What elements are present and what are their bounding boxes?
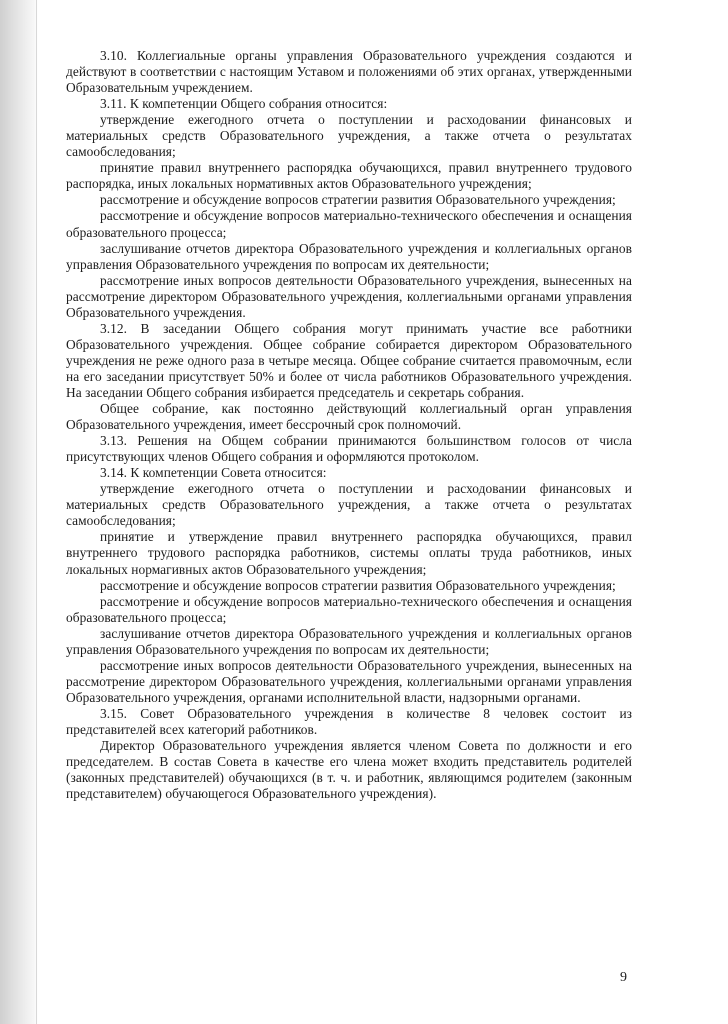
- paragraph-assembly-item-strategy: рассмотрение и обсуждение вопросов стратегии развития Образовательного учреждения;: [100, 192, 616, 208]
- paragraph-council-item-report: утверждение ежегодного отчета о поступлении и расходовании финансовых и материальных средств Образовательного учреждения, а также отчета о результатах самообследования;: [66, 481, 632, 529]
- page-number: 9: [620, 970, 627, 985]
- paragraph-council-chair: Директор Образовательного учреждения является членом Совета по должности и его председателем. В состав Совета в качестве его члена может входить представитель родителей (законных представителей) обучающихся (в т. ч. и работник, являющимся родителем (законным представителем) обучающегося Образовательного учреждения).: [66, 738, 632, 802]
- paragraph-council-item-equipment: рассмотрение и обсуждение вопросов материально-технического обеспечения и оснащения образовательного процесса;: [66, 593, 632, 625]
- paragraph-assembly-item-other: рассмотрение иных вопросов деятельности Образовательного учреждения, вынесенных на рассмотрение директором Образовательного учреждения, коллегиальными органами управления Образовательного учреждения.: [66, 272, 632, 320]
- paragraph-assembly-item-reports-hearing: заслушивание отчетов директора Образовательного учреждения и коллегиальных органов управления Образовательного учреждения по вопросам их деятельности;: [66, 240, 632, 272]
- scan-shadow-edge: [0, 0, 38, 1024]
- document-page-body: [66, 48, 632, 802]
- scan-edge-line: [36, 0, 37, 1024]
- paragraph-council-item-other: рассмотрение иных вопросов деятельности Образовательного учреждения, вынесенных на рассмотрение директором Образовательного учреждения, коллегиальными органами управления Образовательного учреждения, органами исполнительной власти, надзорными органами.: [66, 657, 632, 705]
- paragraph-assembly-item-report: утверждение ежегодного отчета о поступлении и расходовании финансовых и материальных средств Образовательного учреждения, а также отчета о результатах самообследования;: [66, 112, 632, 160]
- paragraph-assembly-term: Общее собрание, как постоянно действующий коллегиальный орган управления Образовательного учреждения, имеет бессрочный срок полномочий.: [66, 401, 632, 433]
- paragraph-3-12: 3.12. В заседании Общего собрания могут принимать участие все работники Образовательного учреждения. Общее собрание собирается директором Образовательного учреждения не реже одного раза в четыре месяца. Общее собрание считается правомочным, если на его заседании присутствует 50% и более от числа работников Образовательного учреждения. На заседании Общего собрания избирается председатель и секретарь собрания.: [66, 320, 632, 400]
- paragraph-council-item-reports-hearing: заслушивание отчетов директора Образовательного учреждения и коллегиальных органов управления Образовательного учреждения по вопросам их деятельности;: [66, 625, 632, 657]
- paragraph-council-item-rules: принятие и утверждение правил внутреннего распорядка обучающихся, правил внутреннего трудового распорядка работников, системы оплаты труда работников, иных локальных нормагивных актов Образовательного учреждения;: [66, 529, 632, 577]
- paragraph-assembly-item-rules: принятие правил внутреннего распорядка обучающихся, правил внутреннего трудового распорядка, иных локальных нормативных актов Образовательного учреждения;: [66, 160, 632, 192]
- paragraph-3-14-heading: 3.14. К компетенции Совета относится:: [100, 465, 327, 481]
- paragraph-assembly-item-equipment: рассмотрение и обсуждение вопросов материально-технического обеспечения и оснащения образовательного процесса;: [66, 208, 632, 240]
- paragraph-3-10: 3.10. Коллегиальные органы управления Образовательного учреждения создаются и действуют в соответствии с настоящим Уставом и положениями об этих органах, утвержденными Образовательным учреждением.: [66, 48, 632, 96]
- paragraph-3-11-heading: 3.11. К компетенции Общего собрания относится:: [100, 96, 388, 112]
- paragraph-3-15: 3.15. Совет Образовательного учреждения в количестве 8 человек состоит из представителей всех категорий работников.: [66, 705, 632, 737]
- paragraph-council-item-strategy: рассмотрение и обсуждение вопросов стратегии развития Образовательного учреждения;: [100, 577, 616, 593]
- paragraph-3-13: 3.13. Решения на Общем собрании принимаются большинством голосов от числа присутствующих членов Общего собрания и оформляются протоколом.: [66, 433, 632, 465]
